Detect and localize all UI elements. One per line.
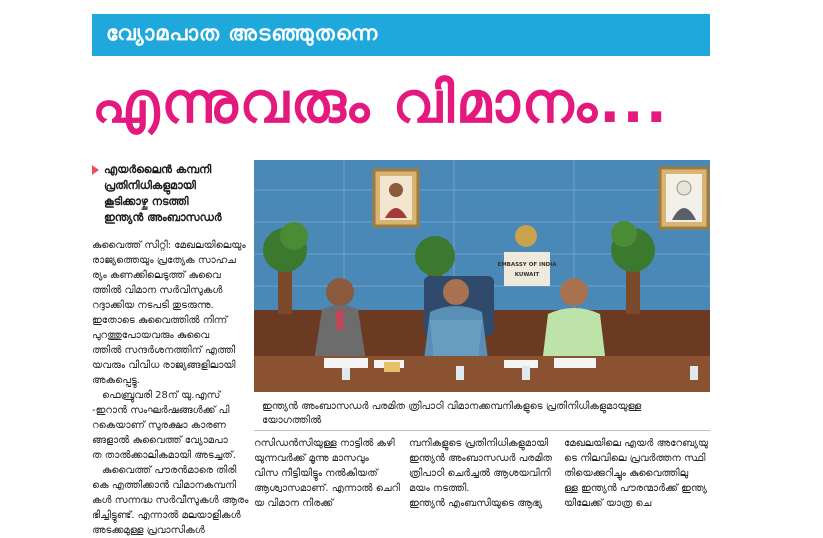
lower-column-1 [254,436,400,511]
body-line: യിലേക്ക് യാത്ര ചെ [564,498,652,509]
body-line: റസിഡൻസിയുള്ള നാട്ടിൽ കഴി [254,438,395,449]
meeting-photo-illustration [254,160,710,392]
caption-line: ഇന്ത്യൻ അംബാസഡർ പരമിത ത്രിപാഠി വിമാനക്കമ്പനികളുടെ പ്രതിനിധികളുമായുള്ള [262,401,642,412]
body-line: യവരും വിവിധ രാജ്യങ്ങളിലായി [92,360,236,371]
body-line: യ വിമാന നിരക്ക് [254,498,334,509]
subhead-line: കൂടിക്കാഴ്ച നടത്തി [104,195,189,208]
body-line: തിയെക്കുറിച്ചും കുവൈത്തിലു [564,468,689,479]
subhead-line: പ്രതിനിധികളുമായി [104,179,196,192]
body-line: യുന്നവർക്ക് മൂന്നു മാസവും [254,453,369,464]
body-line: പുറത്തുപോയവരും കുവൈ [92,330,210,341]
body-line: ത താൽക്കാലികമായി അടച്ചത്. [92,450,236,461]
body-line: ഇന്ത്യൻ എംബസിയുടെ ആഭ്യ [409,498,543,509]
body-line: റദ്ദാക്കിയ നടപടി തുടരുന്നു. [92,300,214,311]
body-line: ഭിച്ചിട്ടുണ്ട്. എന്നാൽ മലയാളികൾ [92,510,241,521]
body-line: കുവൈത്ത് പൗരൻമാരെ തിരി [102,465,237,476]
subhead-line: എയർലൈൻ കമ്പനി [104,163,212,176]
body-line: ഇതോടെ കുവൈത്തിൽ നിന്ന് [92,315,228,326]
body-line: കൾ സന്നദ്ധ സർവീസുകൾ ആരം [92,495,249,506]
embassy-sign-line2: KUWAIT [514,272,540,278]
body-line: ര്യം കണക്കിലെടുത്ത് കുവൈ [92,270,221,281]
body-line: രാജ്യത്തെയും പ്രത്യേക സാഹച [92,255,236,266]
photo-caption [262,400,710,428]
body-line: മേഖലയിലെ എയർ അറേബ്യയു [564,438,709,449]
body-line: വിസ നീട്ടിയിട്ടും നൽകിയത് [254,468,378,479]
body-line: ഫെബ്രുവരി 28ന് യു.എസ് [102,390,221,401]
body-line: -ഇറാൻ സംഘർഷങ്ങൾക്ക് പി [92,405,230,416]
arrow-bullet-icon [92,165,99,175]
body-line: ടെ നിലവിലെ പ്രവർത്തന സ്ഥി [564,453,706,464]
body-line: കുവൈത്ത് സിറ്റി: മേഖലയിലെയും [92,240,246,251]
lower-column-2 [409,436,555,511]
body-line: മ്പനികളുടെ പ്രതിനിധികളുമായി [409,438,549,449]
body-line: ഇന്ത്യൻ അംബാസഡർ പരമിത [409,453,553,464]
headline: എന്നുവരും വിമാനം... [92,71,669,136]
kicker-banner [92,14,710,56]
lower-column-3 [564,436,710,511]
embassy-sign-line1: EMBASSY OF INDIA [497,262,557,268]
body-line: ള്ള ഇന്ത്യൻ പൗരന്മാർക്ക് ഇന്ത്യ [564,483,707,494]
body-line: ത്രിപാഠി ചെർച്ചൽ ആശയവിനി [409,468,551,479]
body-line: ങ്ങളാൽ കുവൈത്ത് വ്യോമപാ [92,435,228,446]
caption-divider [254,430,710,431]
body-line: കെ എത്തിക്കാൻ വിമാനകമ്പനി [92,480,237,491]
body-line: മയം നടത്തി. [409,483,470,494]
body-line: ത്തിൽ വിമാന സർവിസുകൾ [92,285,223,296]
body-column [92,238,249,538]
body-line: അകപ്പെട്ടു. [92,375,140,386]
body-line: ആശ്വാസമാണ്. എന്നാൽ ചെറി [254,483,400,494]
subhead-line: ഇന്ത്യൻ അംബാസഡർ [104,211,222,224]
subhead [92,162,244,226]
body-line: റകെയാണ് സുരക്ഷാ കാരണ [92,420,226,431]
news-photo [254,160,710,392]
caption-line: യോഗത്തിൽ [262,415,322,426]
body-line: അടക്കമുള്ള പ്രവാസികൾ [92,525,205,536]
kicker-text: വ്യോമപാത അടഞ്ഞുതന്നെ [106,21,379,45]
body-line: ത്തിൽ സന്ദർശനത്തിന് എത്തി [92,345,236,356]
